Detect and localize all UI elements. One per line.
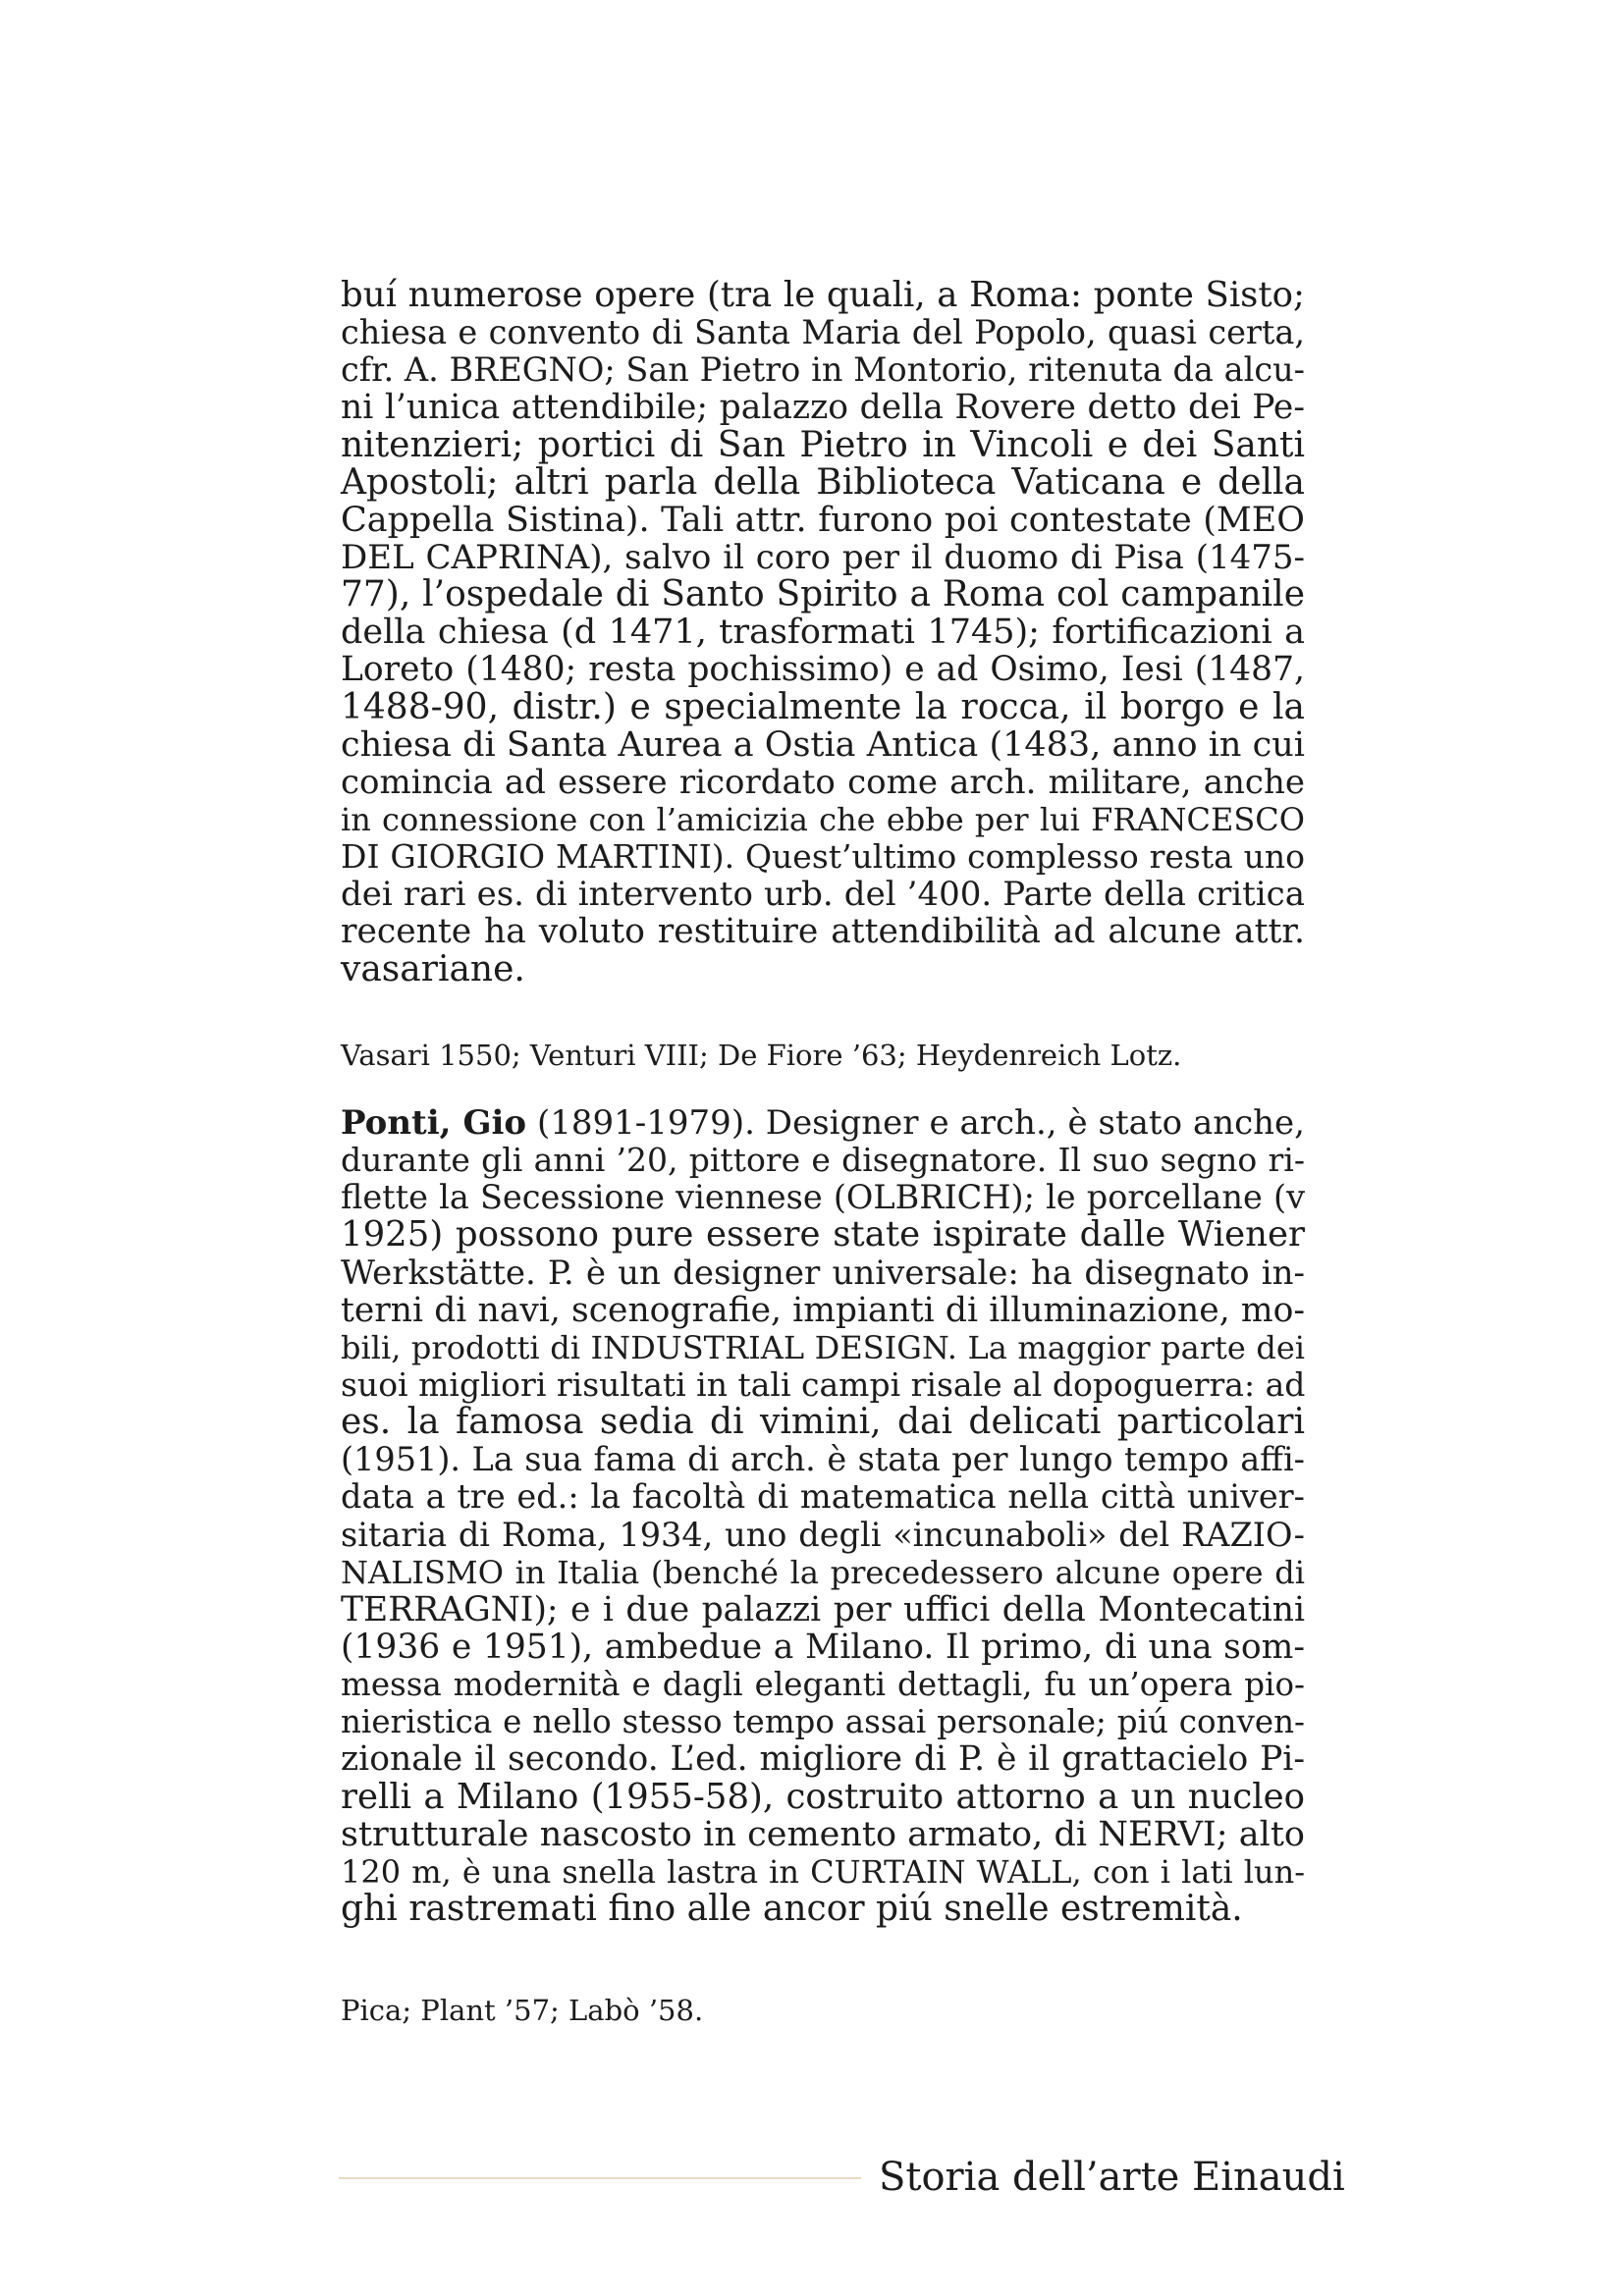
text-line: durante gli anni ’20, pittore e disegnatore. Il suo segno ri- bbox=[341, 1141, 1305, 1180]
bibliography-pontelli: Vasari 1550; Venturi VIII; De Fiore ’63; Heydenreich Lotz. bbox=[341, 1039, 1182, 1072]
text-line: Werkstätte. P. è un designer universale: ha disegnato in- bbox=[341, 1253, 1305, 1293]
text-line: (1951). La sua fama di arch. è stata per lungo tempo affi- bbox=[341, 1440, 1305, 1479]
text-line: ni l’unica attendibile; palazzo della Rovere detto dei Pe- bbox=[341, 388, 1305, 428]
text-line: della chiesa (d 1471, trasformati 1745); fortificazioni a bbox=[341, 613, 1305, 653]
text-line: strutturale nascosto in cemento armato, di NERVI; alto bbox=[341, 1814, 1305, 1854]
footer-title: Storia dell’arte Einaudi bbox=[879, 2155, 1345, 2200]
text-line: NALISMO in Italia (benché la precedessero alcune opere di bbox=[341, 1553, 1305, 1591]
text-line: data a tre ed.: la facoltà di matematica nella città univer- bbox=[341, 1477, 1305, 1517]
text-line: relli a Milano (1955-58), costruito attorno a un nucleo bbox=[341, 1776, 1305, 1817]
text-line: cfr. A. BREGNO; San Pietro in Montorio, ritenuta da alcu- bbox=[341, 350, 1305, 390]
text-line: nieristica e nello stesso tempo assai personale; piú conven- bbox=[341, 1703, 1305, 1741]
text-line: dei rari es. di intervento urb. del ’400. Parte della critica bbox=[341, 875, 1305, 915]
text-line: es. la famosa sedia di vimini, dai delicati particolari bbox=[341, 1402, 1305, 1443]
text-line: bili, prodotti di INDUSTRIAL DESIGN. La maggior parte dei bbox=[341, 1328, 1305, 1366]
text-line: Loreto (1480; resta pochissimo) e ad Osimo, Iesi (1487, bbox=[341, 650, 1305, 690]
entry-first-line-rest: (1891-1979). Designer e arch., è stato anche, bbox=[526, 1103, 1305, 1143]
text-line: 120 m, è una snella lastra in CURTAIN WALL, con i lati lun- bbox=[341, 1852, 1305, 1891]
text-line: chiesa e convento di Santa Maria del Popolo, quasi certa, bbox=[341, 313, 1305, 352]
text-line: comincia ad essere ricordato come arch. militare, anche bbox=[341, 762, 1305, 802]
text-line: TERRAGNI); e i due palazzi per uffici della Montecatini bbox=[341, 1589, 1305, 1629]
entry-first-line bbox=[341, 1104, 1305, 1142]
text-line: ghi rastremati fino alle ancor piú snelle estremità. bbox=[341, 1888, 1243, 1929]
text-line: sitaria di Roma, 1934, uno degli «incunaboli» del RAZIO- bbox=[341, 1515, 1305, 1554]
text-line: recente ha voluto restituire attendibilità ad alcune attr. bbox=[341, 912, 1305, 952]
text-line: (1936 e 1951), ambedue a Milano. Il primo, di una som- bbox=[341, 1627, 1305, 1667]
text-line: 1925) possono pure essere state ispirate dalle Wiener bbox=[341, 1214, 1305, 1255]
bibliography-ponti: Pica; Plant ’57; Labò ’58. bbox=[341, 1994, 704, 2027]
text-line: vasariane. bbox=[341, 948, 525, 989]
text-line: 77), l’ospedale di Santo Spirito a Roma col campanile bbox=[341, 574, 1305, 615]
text-line: nitenzieri; portici di San Pietro in Vincoli e dei Santi bbox=[341, 424, 1305, 465]
text-line: terni di navi, scenografie, impianti di illuminazione, mo- bbox=[341, 1290, 1305, 1330]
text-line: zionale il secondo. L’ed. migliore di P. è il grattacielo Pi- bbox=[341, 1739, 1305, 1780]
text-line: Cappella Sistina). Tali attr. furono poi contestate (MEO bbox=[341, 500, 1305, 540]
text-line: flette la Secessione viennese (OLBRICH); le porcellane (v bbox=[341, 1178, 1305, 1217]
footer-rule bbox=[339, 2177, 861, 2179]
text-line: in connessione con l’amicizia che ebbe per lui FRANCESCO bbox=[341, 800, 1305, 838]
text-line: Apostoli; altri parla della Biblioteca Vaticana e della bbox=[341, 461, 1305, 503]
text-line: DI GIORGIO MARTINI). Quest’ultimo complesso resta uno bbox=[341, 837, 1305, 877]
text-line: suoi migliori risultati in tali campi risale al dopoguerra: ad bbox=[341, 1364, 1306, 1404]
text-line: buí numerose opere (tra le quali, a Roma: ponte Sisto; bbox=[341, 275, 1305, 315]
entry-pontelli-text bbox=[341, 277, 1305, 988]
text-line: chiesa di Santa Aurea a Ostia Antica (1483, anno in cui bbox=[341, 724, 1305, 765]
text-line: DEL CAPRINA), salvo il coro per il duomo di Pisa (1475- bbox=[341, 537, 1305, 577]
entry-headword: Ponti, Gio bbox=[341, 1103, 527, 1143]
text-line: 1488-90, distr.) e specialmente la rocca, il borgo e la bbox=[341, 686, 1305, 727]
entry-ponti-text bbox=[341, 1104, 1305, 1928]
text-line: messa modernità e dagli eleganti dettagli, fu un’opera pio- bbox=[341, 1666, 1305, 1704]
